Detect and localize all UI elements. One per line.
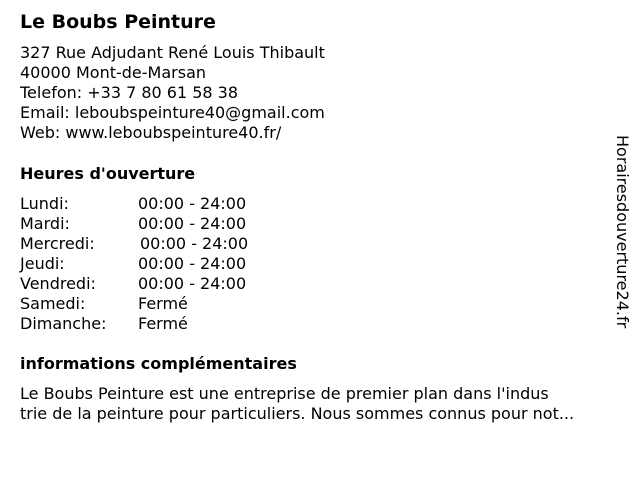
hours-time: 00:00 - 24:00 (138, 274, 247, 293)
business-description (20, 384, 628, 424)
hours-time: Fermé (138, 314, 188, 333)
hours-day: Mercredi: (20, 234, 95, 253)
hours-day: Jeudi: (20, 254, 65, 273)
hours-time: 00:00 - 24:00 (138, 214, 247, 233)
description-line: trie de la peinture pour particuliers. Nous sommes connus pour not... (20, 404, 575, 423)
web-line: Web: www.leboubspeinture40.fr/ (20, 123, 282, 142)
hours-day: Samedi: (20, 294, 86, 313)
contact-block (20, 43, 325, 143)
hours-time: Fermé (138, 294, 188, 313)
phone-line: Telefon: +33 7 80 61 58 38 (20, 83, 239, 102)
hours-day: Mardi: (20, 214, 70, 233)
address-line-street: 327 Rue Adjudant René Louis Thibault (20, 43, 325, 62)
hours-time: 00:00 - 24:00 (138, 254, 247, 273)
hours-time: 00:00 - 24:00 (140, 234, 249, 253)
opening-hours-heading: Heures d'ouverture (20, 164, 196, 183)
hours-day: Dimanche: (20, 314, 107, 333)
site-watermark: Horairesdouverture24.fr (613, 135, 632, 329)
address-line-city: 40000 Mont-de-Marsan (20, 63, 207, 82)
email-line: Email: leboubspeinture40@gmail.com (20, 103, 325, 122)
description-line: Le Boubs Peinture est une entreprise de premier plan dans l'indus (20, 384, 549, 403)
hours-day: Vendredi: (20, 274, 96, 293)
hours-time: 00:00 - 24:00 (138, 194, 247, 213)
additional-info-heading: informations complémentaires (20, 354, 297, 373)
business-name: Le Boubs Peinture (20, 11, 216, 33)
hours-day: Lundi: (20, 194, 69, 213)
